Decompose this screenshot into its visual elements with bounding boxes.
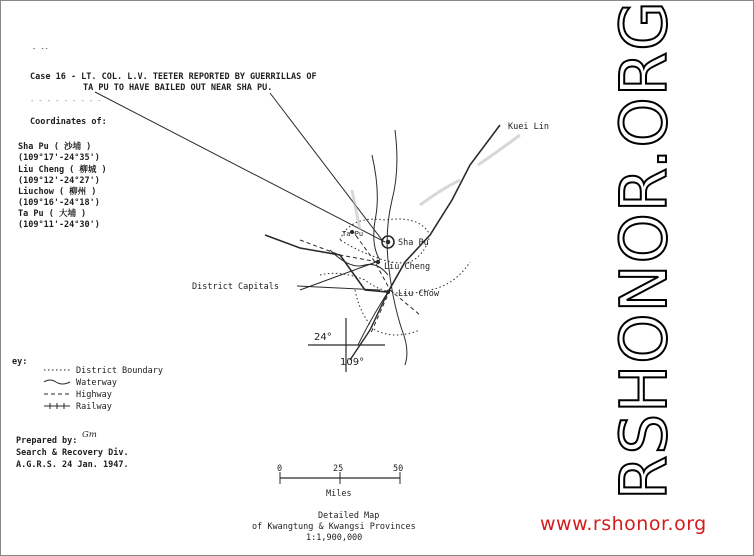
- label-kuei-lin: Kuei Lin: [508, 122, 549, 132]
- prepared-by-label: Prepared by:: [16, 436, 78, 446]
- prepared-by-signature: Gm: [82, 430, 97, 440]
- scale-tick-25: 25: [333, 464, 344, 474]
- coord-value-sha-pu: (109°17'-24°35'): [18, 153, 100, 163]
- legend-item-railway: Railway: [76, 402, 112, 412]
- legend-item-district-boundary: District Boundary: [76, 366, 163, 376]
- coord-name-liuchow: Liuchow ( 柳州 ): [18, 187, 97, 197]
- coord-value-liu-cheng: (109°12'-24°27'): [18, 176, 100, 186]
- label-longitude: 109°: [340, 357, 365, 368]
- legend-symbols: [42, 366, 74, 410]
- scale-tick-50: 50: [393, 464, 404, 474]
- header-rule: - - - - - - - - -: [30, 97, 102, 105]
- coord-value-liuchow: (109°16'-24°18'): [18, 198, 100, 208]
- prepared-unit: Search & Recovery Div.: [16, 448, 129, 458]
- prepared-org-date: A.G.R.S. 24 Jan. 1947.: [16, 460, 129, 470]
- margin-mark: - -·: [32, 45, 49, 53]
- scale-unit: Miles: [326, 489, 352, 499]
- label-district-capitals: District Capitals: [192, 282, 279, 292]
- caption-line2: of Kwangtung & Kwangsi Provinces: [252, 522, 416, 532]
- legend-item-highway: Highway: [76, 390, 112, 400]
- coord-name-sha-pu: Sha Pu ( 沙埔 ): [18, 142, 92, 152]
- legend-wavy-symbol: [44, 380, 70, 384]
- legend-crossed-symbol: [44, 403, 70, 409]
- scale-tick-0: 0: [277, 464, 283, 474]
- label-ta-pu: Ta Pu: [342, 230, 364, 238]
- coord-name-ta-pu: Ta Pu ( 大埔 ): [18, 209, 87, 219]
- coord-value-ta-pu: (109°11'-24°30'): [18, 220, 100, 230]
- coord-name-liu-cheng: Liu Cheng ( 柳城 ): [18, 165, 107, 175]
- label-sha-pu: Sha Pu: [398, 238, 429, 248]
- caption-line1: Detailed Map: [318, 511, 380, 521]
- label-liu-cheng: Liu Cheng: [384, 262, 431, 272]
- coordinates-heading: Coordinates of:: [30, 117, 107, 127]
- label-latitude: 24°: [314, 332, 332, 343]
- legend-item-waterway: Waterway: [76, 378, 117, 388]
- case-header-line2: TA PU TO HAVE BAILED OUT NEAR SHA PU.: [83, 83, 273, 93]
- pointer-line-header-2: [270, 93, 382, 240]
- caption-scale: 1:1,900,000: [306, 533, 363, 543]
- railway-line: [265, 125, 500, 292]
- label-liu-chow: Liu Chow: [398, 289, 439, 299]
- watermark-side-text: RSHONOR.ORG: [608, 0, 682, 500]
- case-header-line1: Case 16 - LT. COL. L.V. TEETER REPORTED BY GUERRILLAS OF: [30, 72, 317, 82]
- watermark-url: www.rshonor.org: [540, 513, 707, 535]
- legend-title: ey:: [12, 357, 28, 367]
- pointer-line-header: [95, 92, 385, 242]
